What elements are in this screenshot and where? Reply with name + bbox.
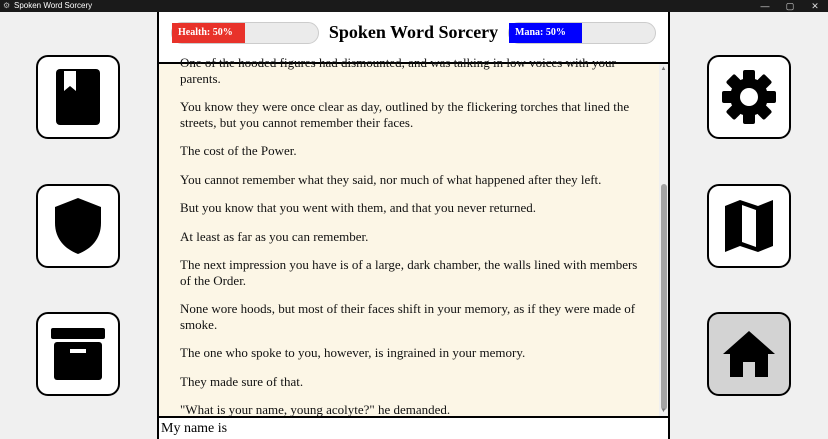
window-title: Spoken Word Sorcery: [14, 1, 93, 10]
story-paragraph: They made sure of that.: [180, 373, 304, 389]
journal-button[interactable]: [36, 55, 120, 139]
book-icon: [56, 69, 100, 125]
window-titlebar: [0, 0, 828, 12]
story-paragraph: None wore hoods, but most of their faces shift in your memory, as if they were made of smoke.: [180, 301, 636, 332]
mana-label: Mana: 50%: [515, 27, 566, 38]
map-button[interactable]: [707, 184, 791, 268]
close-button[interactable]: ✕: [811, 1, 819, 11]
settings-button[interactable]: [707, 55, 791, 139]
home-icon: [723, 331, 775, 377]
health-bar: [171, 22, 319, 44]
story-paragraph: At least as far as you can remember.: [180, 228, 369, 244]
defense-button[interactable]: [36, 184, 120, 268]
story-paragraph: You know they were once clear as day, outlined by the flickering torches that lined the streets, but you cannot remember their faces.: [180, 99, 630, 130]
archive-box-icon: [51, 328, 105, 380]
story-paragraph: The cost of the Power.: [180, 143, 297, 158]
scroll-down-arrow-icon[interactable]: ▼: [660, 408, 667, 414]
shield-icon: [53, 197, 103, 255]
story-text-area[interactable]: [159, 55, 668, 418]
command-input-row: [159, 418, 668, 439]
health-label: Health: 50%: [178, 27, 233, 38]
game-panel: [157, 12, 670, 439]
story-paragraph: But you know that you went with them, and that you never returned.: [180, 200, 536, 215]
map-icon: [723, 198, 775, 254]
scroll-up-arrow-icon[interactable]: ▲: [660, 66, 667, 72]
gear-icon: [722, 70, 776, 124]
story-content: [180, 55, 642, 431]
story-paragraph: The next impression you have is of a large, dark chamber, the walls lined with members of the Order.: [180, 257, 638, 288]
story-paragraph: The one who spoke to you, however, is ingrained in your memory.: [180, 345, 526, 360]
command-input[interactable]: [161, 420, 661, 437]
story-paragraph: You cannot remember what they said, nor much of what happened after they left.: [180, 171, 602, 187]
scrollbar-thumb[interactable]: [661, 184, 667, 410]
game-title: Spoken Word Sorcery: [328, 22, 499, 42]
inventory-button[interactable]: [36, 312, 120, 396]
minimize-button[interactable]: —: [760, 1, 770, 11]
app-icon: ⚙: [3, 1, 11, 10]
story-paragraph: "What is your name, young acolyte?" he demanded.: [180, 402, 451, 417]
story-scrollbar[interactable]: [659, 64, 668, 416]
mana-bar: [508, 22, 656, 44]
home-button[interactable]: [707, 312, 791, 396]
maximize-button[interactable]: ▢: [785, 1, 795, 11]
story-paragraph: One of the hooded figures had dismounted, and was talking in low voices with your parents.: [180, 55, 616, 86]
